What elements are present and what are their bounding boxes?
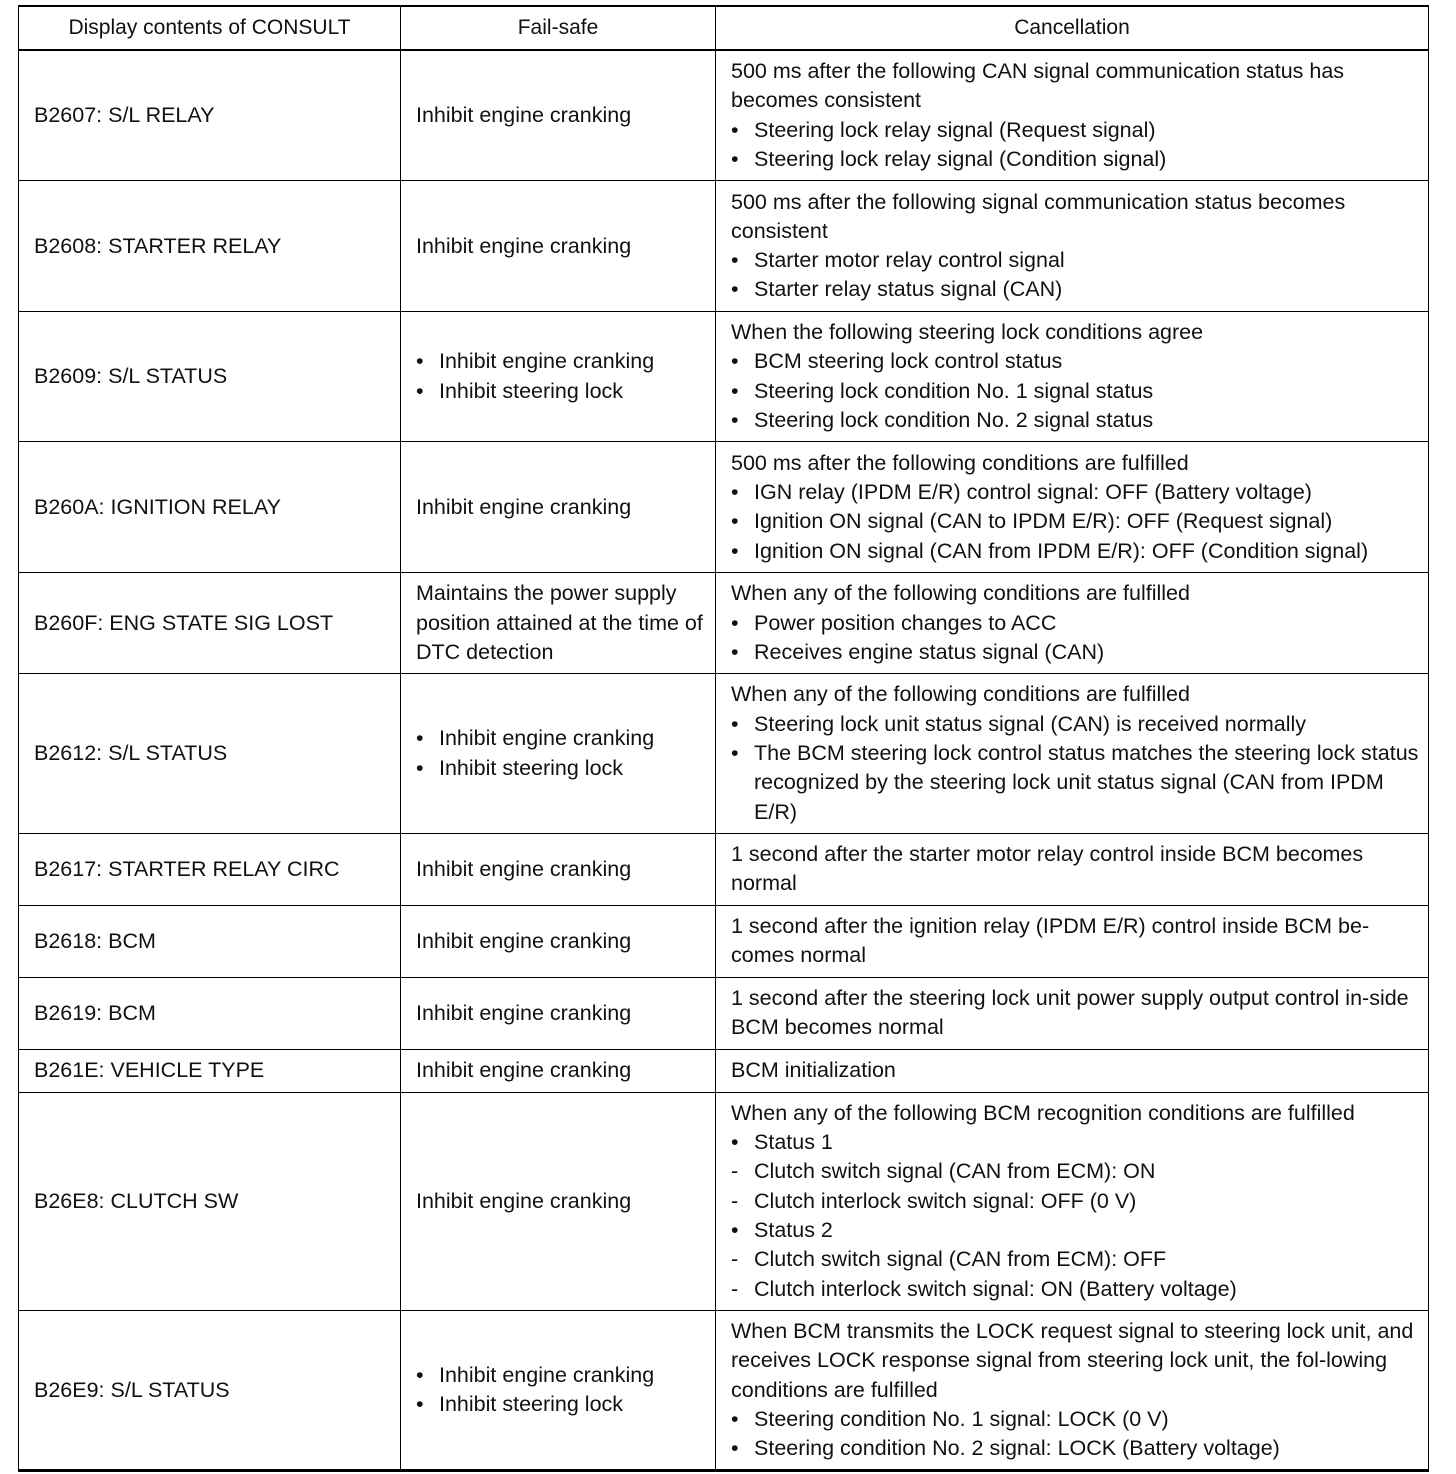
item-text: Starter relay status signal (CAN) xyxy=(754,277,1063,302)
paragraph xyxy=(416,927,707,956)
dtc-code-cell: B260F: ENG STATE SIG LOST xyxy=(19,573,401,674)
bullet-item xyxy=(731,1128,1420,1157)
bullet-marker: • xyxy=(731,117,739,142)
item-text: 1 second after the ignition relay (IPDM E/R) control inside BCM be-comes normal xyxy=(731,914,1370,968)
bullet-item xyxy=(731,116,1420,145)
bullet-item xyxy=(731,1405,1420,1434)
bullet-marker: • xyxy=(731,146,739,171)
dtc-code-cell: B2612: S/L STATUS xyxy=(19,674,401,833)
bullet-item xyxy=(731,1434,1420,1463)
item-text: Inhibit steering lock xyxy=(439,755,624,780)
table-row xyxy=(19,1092,1429,1310)
fail-safe-cell xyxy=(401,1049,716,1092)
item-text: Clutch interlock switch signal: ON (Battery voltage) xyxy=(754,1276,1237,1301)
item-text: Inhibit engine cranking xyxy=(439,349,655,374)
item-text: 1 second after the starter motor relay control inside BCM becomes normal xyxy=(731,842,1364,896)
item-text: IGN relay (IPDM E/R) control signal: OFF (Battery voltage) xyxy=(754,480,1312,505)
paragraph xyxy=(731,912,1420,971)
dtc-code-cell: B2619: BCM xyxy=(19,977,401,1049)
table-row xyxy=(19,181,1429,312)
table-row xyxy=(19,442,1429,573)
paragraph xyxy=(731,579,1420,608)
item-text: Inhibit engine cranking xyxy=(416,233,632,258)
fail-safe-cell xyxy=(401,674,716,833)
cancellation-cell xyxy=(716,905,1429,977)
item-text: Steering condition No. 1 signal: LOCK (0 V) xyxy=(754,1406,1169,1431)
table-row xyxy=(19,1049,1429,1092)
bullet-item xyxy=(731,537,1420,566)
item-text: BCM initialization xyxy=(731,1058,896,1083)
fail-safe-cell xyxy=(401,181,716,312)
bullet-marker: • xyxy=(731,480,739,505)
item-text: 500 ms after the following conditions are fulfilled xyxy=(731,450,1189,475)
bullet-item xyxy=(416,754,707,783)
item-text: Status 1 xyxy=(754,1130,833,1155)
item-text: When BCM transmits the LOCK request signal to steering lock unit, and receives LOCK response signal from steering lock unit, the fol-lowing conditions are fulfilled xyxy=(731,1318,1414,1402)
item-text: Steering condition No. 2 signal: LOCK (Battery voltage) xyxy=(754,1436,1280,1461)
item-text: Ignition ON signal (CAN to IPDM E/R): OFF (Request signal) xyxy=(754,509,1333,534)
item-text: Steering lock relay signal (Condition signal) xyxy=(754,146,1167,171)
paragraph xyxy=(731,680,1420,709)
bullet-item xyxy=(731,1216,1420,1245)
item-text: Clutch interlock switch signal: OFF (0 V) xyxy=(754,1188,1137,1213)
header-row xyxy=(19,6,1429,50)
bullet-marker: • xyxy=(731,538,739,563)
paragraph xyxy=(731,449,1420,478)
item-text: 500 ms after the following CAN signal communication status has becomes consistent xyxy=(731,59,1345,113)
item-text: Inhibit engine cranking xyxy=(416,494,632,519)
fail-safe-cell xyxy=(401,905,716,977)
dash-marker: - xyxy=(731,1247,739,1272)
cancellation-cell xyxy=(716,674,1429,833)
bullet-marker: • xyxy=(731,378,739,403)
header-cancellation: Cancellation xyxy=(716,6,1429,50)
bullet-marker: • xyxy=(731,740,739,765)
header-fail-safe: Fail-safe xyxy=(401,6,716,50)
bullet-item xyxy=(731,1187,1420,1216)
paragraph xyxy=(731,188,1420,247)
dtc-code-cell: B2617: STARTER RELAY CIRC xyxy=(19,833,401,905)
bullet-item xyxy=(731,739,1420,827)
item-text: Steering lock unit status signal (CAN) is received normally xyxy=(754,711,1307,736)
item-text: Inhibit steering lock xyxy=(439,378,624,403)
bullet-item xyxy=(731,1275,1420,1304)
item-text: Inhibit engine cranking xyxy=(416,102,632,127)
bullet-item xyxy=(731,347,1420,376)
table-row xyxy=(19,312,1429,442)
item-text: Maintains the power supply position attained at the time of DTC detection xyxy=(416,581,703,665)
item-text: When any of the following conditions are fulfilled xyxy=(731,581,1190,606)
paragraph xyxy=(416,999,707,1028)
item-text: Inhibit engine cranking xyxy=(439,726,655,751)
dtc-code-cell: B26E8: CLUTCH SW xyxy=(19,1092,401,1310)
bullet-item xyxy=(416,724,707,753)
bullet-marker: • xyxy=(731,408,739,433)
item-text: When the following steering lock conditions agree xyxy=(731,320,1204,345)
bullet-marker: • xyxy=(731,711,739,736)
paragraph xyxy=(416,579,707,667)
table-row xyxy=(19,833,1429,905)
bullet-item xyxy=(731,275,1420,304)
dtc-code-cell: B26E9: S/L STATUS xyxy=(19,1310,401,1470)
bullet-item xyxy=(731,1157,1420,1186)
cancellation-cell xyxy=(716,181,1429,312)
bullet-item xyxy=(731,609,1420,638)
bullet-item xyxy=(416,347,707,376)
fail-safe-cell xyxy=(401,573,716,674)
item-text: Inhibit engine cranking xyxy=(439,1362,655,1387)
paragraph xyxy=(731,318,1420,347)
cancellation-cell xyxy=(716,1310,1429,1470)
dtc-code-cell: B2618: BCM xyxy=(19,905,401,977)
dtc-code-cell: B2608: STARTER RELAY xyxy=(19,181,401,312)
fail-safe-cell xyxy=(401,50,716,181)
table-header xyxy=(19,6,1429,50)
table-row xyxy=(19,674,1429,833)
paragraph xyxy=(731,1056,1420,1085)
table-row xyxy=(19,50,1429,181)
bullet-marker: • xyxy=(731,1406,739,1431)
item-text: Steering lock condition No. 2 signal status xyxy=(754,408,1154,433)
bullet-marker: • xyxy=(416,1362,424,1387)
paragraph xyxy=(731,57,1420,116)
bullet-item xyxy=(731,377,1420,406)
bullet-item xyxy=(731,246,1420,275)
paragraph xyxy=(731,840,1420,899)
table-body xyxy=(19,50,1429,1471)
cancellation-cell xyxy=(716,442,1429,573)
cancellation-cell xyxy=(716,312,1429,442)
item-text: Inhibit engine cranking xyxy=(416,1188,632,1213)
item-text: Inhibit engine cranking xyxy=(416,856,632,881)
paragraph xyxy=(731,984,1420,1043)
bullet-item xyxy=(416,377,707,406)
item-text: Clutch switch signal (CAN from ECM): OFF xyxy=(754,1247,1167,1272)
bullet-marker: • xyxy=(731,509,739,534)
cancellation-cell xyxy=(716,573,1429,674)
bullet-marker: • xyxy=(731,277,739,302)
bullet-item xyxy=(731,638,1420,667)
bullet-item xyxy=(731,145,1420,174)
item-text: Clutch switch signal (CAN from ECM): ON xyxy=(754,1159,1156,1184)
item-text: Inhibit engine cranking xyxy=(416,928,632,953)
item-text: Inhibit steering lock xyxy=(439,1392,624,1417)
cancellation-cell xyxy=(716,1092,1429,1310)
cancellation-cell xyxy=(716,977,1429,1049)
item-text: 500 ms after the following signal communication status becomes consistent xyxy=(731,189,1346,243)
item-text: Ignition ON signal (CAN from IPDM E/R): OFF (Condition signal) xyxy=(754,538,1369,563)
bullet-marker: • xyxy=(416,726,424,751)
paragraph xyxy=(416,855,707,884)
paragraph xyxy=(416,1056,707,1085)
dash-marker: - xyxy=(731,1276,739,1301)
bullet-marker: • xyxy=(416,755,424,780)
paragraph xyxy=(416,232,707,261)
bullet-item xyxy=(416,1390,707,1419)
fail-safe-cell xyxy=(401,977,716,1049)
bullet-item xyxy=(731,406,1420,435)
item-text: Steering lock condition No. 1 signal status xyxy=(754,378,1154,403)
table-row xyxy=(19,977,1429,1049)
dash-marker: - xyxy=(731,1188,739,1213)
item-text: Inhibit engine cranking xyxy=(416,1058,632,1083)
paragraph xyxy=(731,1317,1420,1405)
header-display-contents: Display contents of CONSULT xyxy=(19,6,401,50)
dtc-code-cell: B2607: S/L RELAY xyxy=(19,50,401,181)
bullet-item xyxy=(731,1245,1420,1274)
paragraph xyxy=(416,101,707,130)
item-text: Power position changes to ACC xyxy=(754,610,1057,635)
item-text: Receives engine status signal (CAN) xyxy=(754,640,1105,665)
bullet-marker: • xyxy=(731,1218,739,1243)
bullet-marker: • xyxy=(731,349,739,374)
dtc-code-cell: B261E: VEHICLE TYPE xyxy=(19,1049,401,1092)
bullet-marker: • xyxy=(731,610,739,635)
dtc-code-cell: B260A: IGNITION RELAY xyxy=(19,442,401,573)
paragraph xyxy=(416,493,707,522)
bullet-marker: • xyxy=(416,378,424,403)
bullet-marker: • xyxy=(731,248,739,273)
cancellation-cell xyxy=(716,50,1429,181)
cancellation-cell xyxy=(716,1049,1429,1092)
item-text: Status 2 xyxy=(754,1218,833,1243)
item-text: The BCM steering lock control status matches the steering lock status recognized by the steering lock unit status signal (CAN from IPDM E/R) xyxy=(754,740,1419,824)
item-text: 1 second after the steering lock unit power supply output control in-side BCM becomes normal xyxy=(731,986,1409,1040)
fail-safe-cell xyxy=(401,442,716,573)
cancellation-cell xyxy=(716,833,1429,905)
table-row xyxy=(19,905,1429,977)
item-text: BCM steering lock control status xyxy=(754,349,1063,374)
table-row xyxy=(19,573,1429,674)
bullet-item xyxy=(731,507,1420,536)
item-text: Inhibit engine cranking xyxy=(416,1000,632,1025)
fail-safe-cell xyxy=(401,1310,716,1470)
paragraph xyxy=(416,1187,707,1216)
fail-safe-cell xyxy=(401,1092,716,1310)
item-text: Starter motor relay control signal xyxy=(754,248,1065,273)
bullet-marker: • xyxy=(416,349,424,374)
dash-marker: - xyxy=(731,1159,739,1184)
paragraph xyxy=(731,1099,1420,1128)
bullet-marker: • xyxy=(416,1392,424,1417)
bullet-marker: • xyxy=(731,640,739,665)
item-text: Steering lock relay signal (Request signal) xyxy=(754,117,1156,142)
bullet-item xyxy=(416,1361,707,1390)
dtc-code-cell: B2609: S/L STATUS xyxy=(19,312,401,442)
dtc-failsafe-table xyxy=(18,5,1429,1472)
bullet-item xyxy=(731,478,1420,507)
fail-safe-cell xyxy=(401,312,716,442)
fail-safe-cell xyxy=(401,833,716,905)
bullet-item xyxy=(731,710,1420,739)
bullet-marker: • xyxy=(731,1436,739,1461)
item-text: When any of the following BCM recognition conditions are fulfilled xyxy=(731,1100,1355,1125)
bullet-marker: • xyxy=(731,1130,739,1155)
table-row xyxy=(19,1310,1429,1470)
item-text: When any of the following conditions are fulfilled xyxy=(731,682,1190,707)
